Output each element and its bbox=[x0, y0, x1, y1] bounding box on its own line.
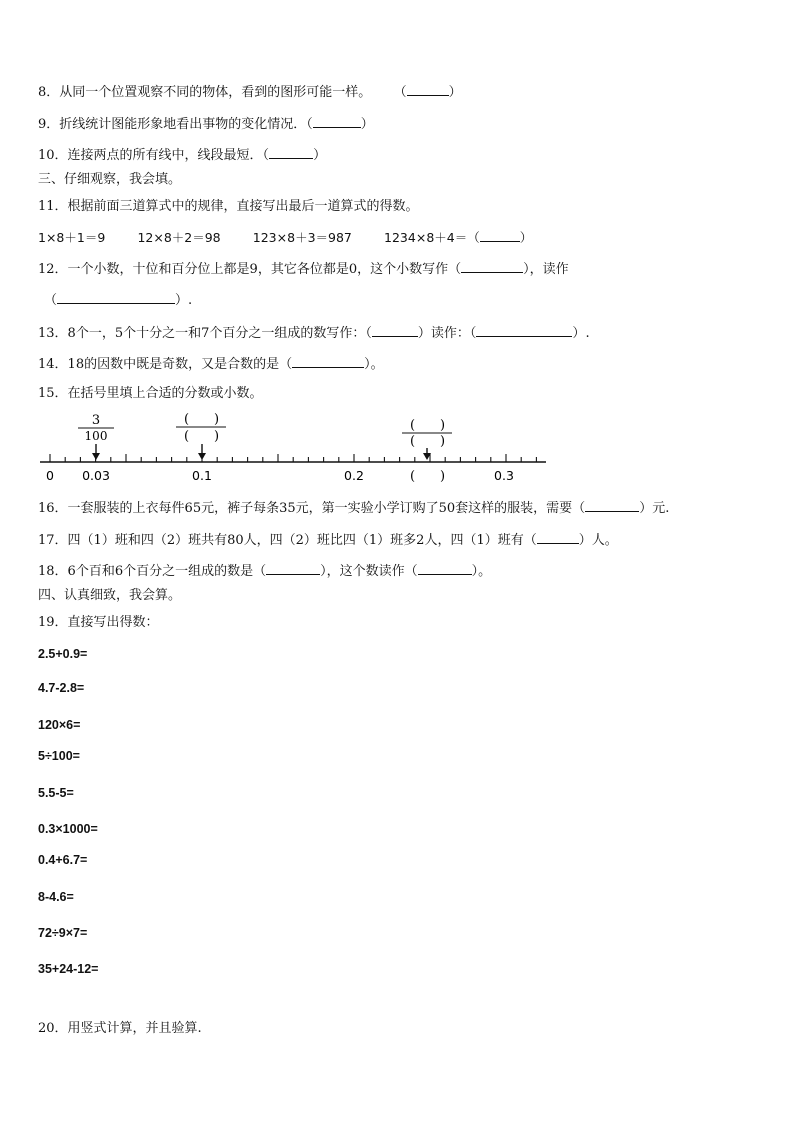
answer-blank[interactable] bbox=[407, 83, 449, 96]
question-11: 11．根据前面三道算式中的规律，直接写出最后一道算式的得数。 bbox=[38, 199, 419, 214]
question-12: 12．一个小数，十位和百分位上都是9，其它各位都是0，这个小数写作（ ），读作 bbox=[38, 262, 569, 277]
fraction-paren-close: ) bbox=[214, 412, 220, 427]
fraction-paren-open: ( bbox=[410, 418, 416, 433]
calc-item: 72÷9×7= bbox=[38, 926, 88, 940]
answer-paren-open: ( bbox=[410, 469, 416, 484]
question-13: 13．8个一，5个十分之一和7个百分之一组成的数写作：（ ）读作：（ ）. bbox=[38, 326, 590, 341]
question-9: 9．折线统计图能形象地看出事物的变化情况．（ ） bbox=[38, 117, 374, 132]
arrow-icon bbox=[92, 444, 100, 460]
question-14: 14．18的因数中既是奇数，又是合数的是（ ）。 bbox=[38, 357, 384, 372]
calc-item: 35+24-12= bbox=[38, 962, 99, 976]
tick-label-0-2: 0.2 bbox=[344, 468, 364, 483]
answer-paren-close: ) bbox=[440, 469, 446, 484]
question-20: 20．用竖式计算，并且验算. bbox=[38, 1021, 202, 1036]
answer-blank[interactable] bbox=[292, 355, 364, 368]
calc-item: 0.3×1000= bbox=[38, 822, 98, 836]
answer-blank[interactable] bbox=[476, 324, 572, 337]
question-16: 16．一套服装的上衣每件65元，裤子每条35元，第一实验小学订购了50套这样的服装，需要（ ）元. bbox=[38, 501, 670, 516]
tick-label-0-3: 0.3 bbox=[494, 468, 514, 483]
fraction-paren-close: ) bbox=[440, 418, 446, 433]
equation-4: 1234×8＋4＝（ ） bbox=[384, 230, 533, 245]
answer-blank[interactable] bbox=[585, 499, 639, 512]
question-18: 18．6个百和6个百分之一组成的数是（ ），这个数读作（ ）。 bbox=[38, 564, 492, 579]
answer-blank[interactable] bbox=[313, 115, 361, 128]
answer-blank[interactable] bbox=[537, 531, 579, 544]
answer-blank[interactable] bbox=[372, 324, 418, 337]
question-11-equations bbox=[38, 229, 532, 247]
tick-label-0: 0 bbox=[46, 468, 54, 483]
answer-blank[interactable] bbox=[269, 146, 313, 159]
fraction-denominator: 100 bbox=[84, 429, 108, 443]
calc-item: 5.5-5= bbox=[38, 786, 74, 800]
tick-label-0-03: 0.03 bbox=[82, 468, 110, 483]
question-10: 10．连接两点的所有线中，线段最短．（ ） bbox=[38, 148, 327, 163]
question-17: 17．四（1）班和四（2）班共有80人，四（2）班比四（1）班多2人，四（1）班有（ ）人。 bbox=[38, 533, 618, 548]
question-15: 15．在括号里填上合适的分数或小数。 bbox=[38, 386, 263, 401]
calc-item: 2.5+0.9= bbox=[38, 647, 88, 661]
section-heading-4: 四、认真细致，我会算。 bbox=[38, 588, 182, 603]
calc-item: 4.7-2.8= bbox=[38, 681, 85, 695]
calc-item: 5÷100= bbox=[38, 749, 80, 763]
fraction-paren-open: ( bbox=[410, 434, 416, 449]
section-heading-3: 三、仔细观察，我会填。 bbox=[38, 172, 182, 187]
arrow-icon bbox=[198, 444, 206, 460]
equation-1: 1×8＋1＝9 bbox=[38, 230, 106, 245]
number-line-figure bbox=[38, 408, 550, 486]
fraction-numerator: 3 bbox=[91, 413, 101, 428]
fraction-paren-open: ( bbox=[184, 429, 190, 444]
question-19: 19．直接写出得数： bbox=[38, 615, 159, 630]
answer-blank[interactable] bbox=[266, 562, 320, 575]
answer-blank[interactable] bbox=[418, 562, 472, 575]
fraction-paren-close: ) bbox=[440, 434, 446, 449]
answer-blank[interactable] bbox=[461, 260, 523, 273]
fraction-paren-close: ) bbox=[214, 429, 220, 444]
question-12-continued: （ ）. bbox=[44, 293, 193, 308]
calc-item: 120×6= bbox=[38, 718, 81, 732]
question-8: 8．从同一个位置观察不同的物体，看到的图形可能一样。 （ ） bbox=[38, 85, 462, 100]
number-line-ticks bbox=[50, 454, 536, 462]
equation-2: 12×8＋2＝98 bbox=[137, 230, 221, 245]
calc-item: 8-4.6= bbox=[38, 890, 74, 904]
tick-label-0-1: 0.1 bbox=[192, 468, 212, 483]
answer-blank[interactable] bbox=[480, 229, 520, 242]
equation-3: 123×8＋3＝987 bbox=[252, 230, 352, 245]
fraction-paren-open: ( bbox=[184, 412, 190, 427]
calc-item: 0.4+6.7= bbox=[38, 853, 88, 867]
answer-blank[interactable] bbox=[57, 291, 175, 304]
